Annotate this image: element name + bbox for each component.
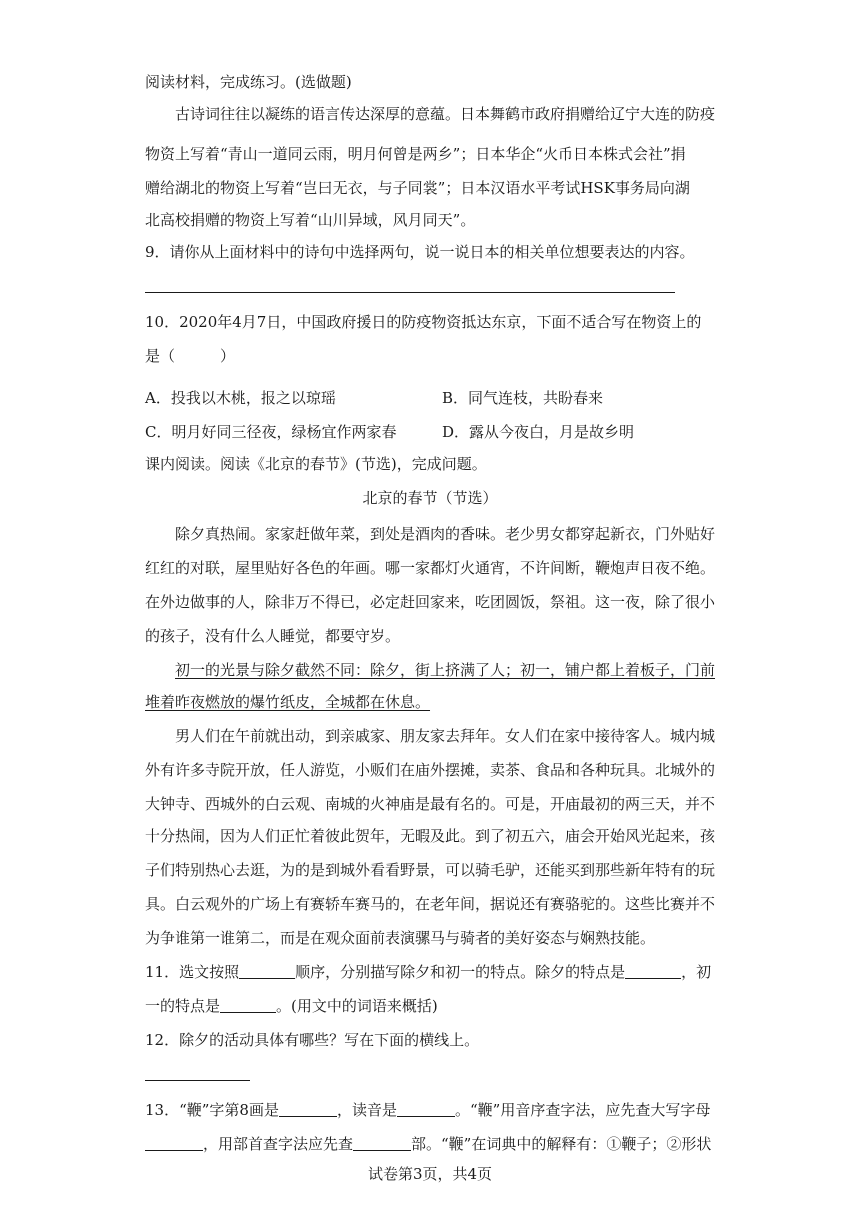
page-footer: 试卷第3页，共4页 (367, 1165, 493, 1183)
q11-text: ，初 (681, 963, 712, 981)
passage-line: 红红的对联，屋里贴好各色的年画。哪一家都灯火通宵，不许间断，鞭炮声日夜不绝。 (145, 559, 716, 577)
q13-text: 。“鞭”用音序查字法，应先查大写字母 (454, 1101, 711, 1119)
fill-blank[interactable] (279, 1102, 337, 1117)
question-11-line2 (145, 996, 438, 1016)
question-13-line2 (145, 1134, 711, 1154)
q11-text: 一的特点是 (145, 997, 221, 1015)
passage-line: 外有许多寺院开放，任人游览，小贩们在庙外摆摊，卖茶、食品和各种玩具。北城外的 (145, 761, 716, 779)
q11-text: 顺序，分别描写除夕和初一的特点。除夕的特点是 (295, 963, 626, 981)
q13-text: 13．“鞭”字第8画是 (145, 1101, 279, 1119)
question-10-line2: 是（ ） (145, 347, 236, 365)
passage-line: 为争谁第一谁第二，而是在观众面前表演骡马与骑者的美好姿态与娴熟技能。 (145, 929, 656, 947)
question-11-line1 (145, 962, 711, 982)
underlined-sentence: 初一的光景与除夕截然不同：除夕，街上挤满了人；初一，铺户都上着板子，门前 (175, 661, 716, 679)
q13-text: ，读音是 (336, 1101, 397, 1119)
passage-line: 的孩子，没有什么人睡觉，都要守岁。 (145, 627, 401, 645)
q13-text: 部。“鞭”在词典中的解释有：①鞭子；②形状 (411, 1135, 712, 1153)
question-12: 12．除夕的活动具体有哪些？写在下面的横线上。 (145, 1031, 480, 1049)
passage-title: 北京的春节（节选） (362, 489, 498, 507)
passage-line: 十分热闹，因为人们正忙着彼此贺年，无暇及此。到了初五六，庙会开始风光起来，孩 (145, 827, 716, 845)
material-line: 物资上写着“青山一道同云雨，明月何曾是两乡”；日本华企“火币日本株式会社”捐 (145, 145, 686, 163)
passage-line: 在外边做事的人，除非万不得已，必定赶回家来，吃团圆饭，祭祖。这一夜，除了很小 (145, 593, 716, 611)
section2-intro: 课内阅读。阅读《北京的春节》(节选)，完成问题。 (145, 455, 487, 473)
material-line: 古诗词往往以凝练的语言传达深厚的意蕴。日本舞鹤市政府捐赠给辽宁大连的防疫 (175, 105, 716, 123)
question-13-line1 (145, 1100, 710, 1120)
question-9: 9．请你从上面材料中的诗句中选择两句，说一说日本的相关单位想要表达的内容。 (145, 243, 695, 261)
passage-line: 大钟寺、西城外的白云观、南城的火神庙是最有名的。可是，开庙最初的两三天，并不 (145, 795, 716, 813)
material-line: 赠给湖北的物资上写着“岂曰无衣，与子同裳”；日本汉语水平考试HSK事务局向湖 (145, 179, 690, 197)
fill-blank[interactable] (239, 964, 295, 979)
underlined-sentence: 堆着昨夜燃放的爆竹纸皮，全城都在休息。 (145, 693, 431, 711)
passage-line: 男人们在午前就出动，到亲戚家、朋友家去拜年。女人们在家中接待客人。城内城 (175, 727, 716, 745)
fill-blank[interactable] (353, 1136, 411, 1151)
option-d[interactable]: D．露从今夜白，月是故乡明 (442, 423, 635, 441)
option-a[interactable]: A．投我以木桃，报之以琼瑶 (145, 389, 336, 407)
material-line: 北高校捐赠的物资上写着“山川异域，风月同天”。 (145, 211, 476, 229)
q11-text: 。(用文中的词语来概括) (276, 997, 438, 1015)
section1-intro: 阅读材料，完成练习。(选做题) (145, 73, 352, 91)
passage-line: 除夕真热闹。家家赶做年菜，到处是酒肉的香味。老少男女都穿起新衣，门外贴好 (175, 525, 716, 543)
fill-blank[interactable] (220, 998, 276, 1013)
question-10-line1: 10．2020年4月7日，中国政府援日的防疫物资抵达东京，下面不适合写在物资上的 (145, 313, 702, 331)
q13-text: ，用部首查字法应先查 (203, 1135, 354, 1153)
answer-line-q9[interactable] (145, 292, 675, 293)
option-b[interactable]: B．同气连枝，共盼春来 (442, 389, 604, 407)
passage-line: 子们特别热心去逛，为的是到城外看看野景，可以骑毛驴，还能买到那些新年特有的玩 (145, 861, 716, 879)
fill-blank[interactable] (625, 964, 681, 979)
fill-blank[interactable] (145, 1136, 203, 1151)
option-c[interactable]: C．明月好同三径夜，绿杨宜作两家春 (145, 423, 397, 441)
q11-text: 11．选文按照 (145, 963, 240, 981)
answer-line-q12[interactable] (145, 1080, 250, 1081)
fill-blank[interactable] (397, 1102, 455, 1117)
passage-line: 具。白云观外的广场上有赛轿车赛马的，在老年间，据说还有赛骆驼的。这些比赛并不 (145, 895, 716, 913)
